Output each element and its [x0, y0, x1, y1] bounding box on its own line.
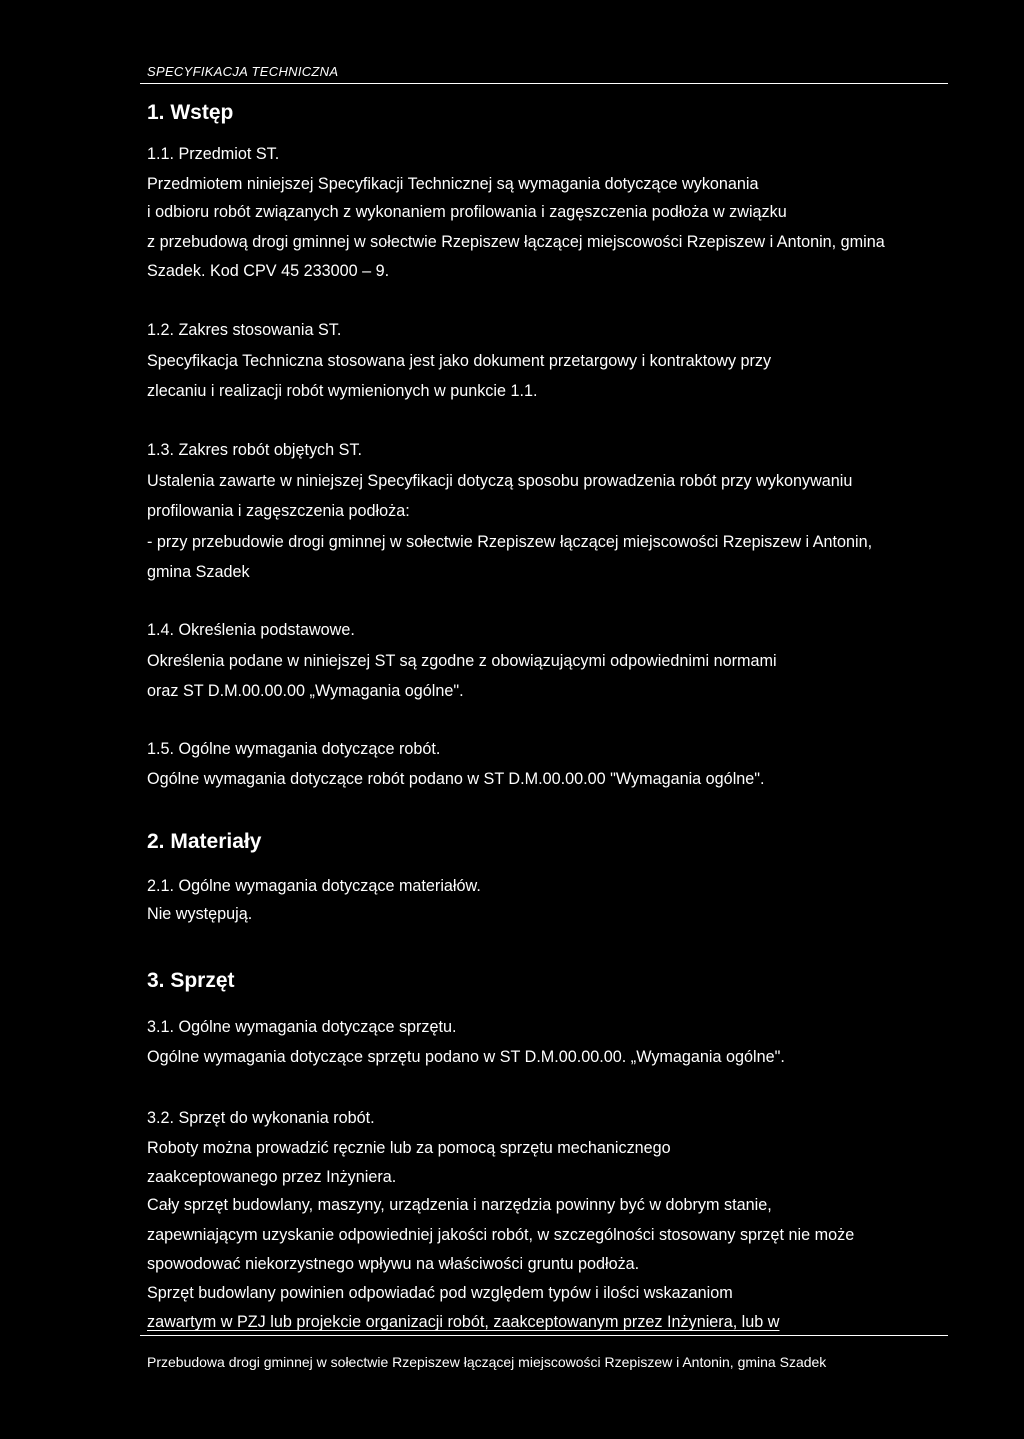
subsection-1-1-line: i odbioru robót związanych z wykonaniem profilowania i zagęszczenia podłoża w związku	[147, 203, 787, 221]
subsection-1-5-heading: 1.5. Ogólne wymagania dotyczące robót.	[147, 740, 441, 758]
subsection-1-3-heading: 1.3. Zakres robót objętych ST.	[147, 441, 363, 459]
subsection-3-2-line: Roboty można prowadzić ręcznie lub za pomocą sprzętu mechanicznego	[147, 1139, 671, 1157]
subsection-1-2-heading: 1.2. Zakres stosowania ST.	[147, 321, 342, 339]
subsection-1-5-line: Ogólne wymagania dotyczące robót podano w ST D.M.00.00.00 "Wymagania ogólne".	[147, 770, 765, 788]
subsection-2-1-line: Nie występują.	[147, 905, 253, 923]
header-rule	[140, 83, 948, 84]
section-1-heading: 1. Wstęp	[147, 101, 234, 124]
subsection-1-4-heading: 1.4. Określenia podstawowe.	[147, 621, 355, 639]
subsection-1-4-line: Określenia podane w niniejszej ST są zgodne z obowiązującymi odpowiednimi normami	[147, 652, 777, 670]
subsection-3-2-heading: 3.2. Sprzęt do wykonania robót.	[147, 1109, 375, 1127]
subsection-2-1-heading: 2.1. Ogólne wymagania dotyczące materiałów.	[147, 877, 481, 895]
subsection-1-1-line: Szadek. Kod CPV 45 233000 – 9.	[147, 262, 390, 280]
subsection-3-2-line: Cały sprzęt budowlany, maszyny, urządzenia i narzędzia powinny być w dobrym stanie,	[147, 1196, 772, 1214]
running-header: SPECYFIKACJA TECHNICZNA	[147, 64, 339, 79]
subsection-1-3-line: gmina Szadek	[147, 563, 250, 581]
subsection-1-1-line: Przedmiotem niniejszej Specyfikacji Technicznej są wymagania dotyczące wykonania	[147, 175, 759, 193]
subsection-1-1-heading: 1.1. Przedmiot ST.	[147, 145, 280, 163]
footer-rule	[140, 1335, 948, 1336]
subsection-1-3-line: profilowania i zagęszczenia podłoża:	[147, 502, 410, 520]
subsection-3-2-line: zawartym w PZJ lub projekcie organizacji robót, zaakceptowanym przez Inżyniera, lub w	[147, 1313, 780, 1331]
running-footer: Przebudowa drogi gminnej w sołectwie Rzepiszew łączącej miejscowości Rzepiszew i Antonin, gmina Szadek	[147, 1354, 827, 1370]
subsection-1-2-line: zlecaniu i realizacji robót wymienionych w punkcie 1.1.	[147, 382, 538, 400]
subsection-1-3-line: - przy przebudowie drogi gminnej w sołectwie Rzepiszew łączącej miejscowości Rzepiszew i Antonin,	[147, 533, 873, 551]
subsection-1-4-line: oraz ST D.M.00.00.00 „Wymagania ogólne".	[147, 682, 464, 700]
subsection-3-2-line: zaakceptowanego przez Inżyniera.	[147, 1168, 397, 1186]
subsection-1-1-line: z przebudową drogi gminnej w sołectwie Rzepiszew łączącej miejscowości Rzepiszew i Antonin, gmina	[147, 233, 885, 251]
subsection-1-3-line: Ustalenia zawarte w niniejszej Specyfikacji dotyczą sposobu prowadzenia robót przy wykonywaniu	[147, 472, 853, 490]
subsection-1-2-line: Specyfikacja Techniczna stosowana jest jako dokument przetargowy i kontraktowy przy	[147, 352, 772, 370]
section-3-heading: 3. Sprzęt	[147, 969, 235, 992]
subsection-3-1-heading: 3.1. Ogólne wymagania dotyczące sprzętu.	[147, 1018, 457, 1036]
section-2-heading: 2. Materiały	[147, 830, 262, 853]
subsection-3-2-line: zapewniającym uzyskanie odpowiedniej jakości robót, w szczególności stosowany sprzęt nie może	[147, 1226, 855, 1244]
subsection-3-2-line: Sprzęt budowlany powinien odpowiadać pod względem typów i ilości wskazaniom	[147, 1284, 733, 1302]
subsection-3-1-line: Ogólne wymagania dotyczące sprzętu podano w ST D.M.00.00.00. „Wymagania ogólne".	[147, 1048, 785, 1066]
subsection-3-2-line: spowodować niekorzystnego wpływu na właściwości gruntu podłoża.	[147, 1255, 640, 1273]
